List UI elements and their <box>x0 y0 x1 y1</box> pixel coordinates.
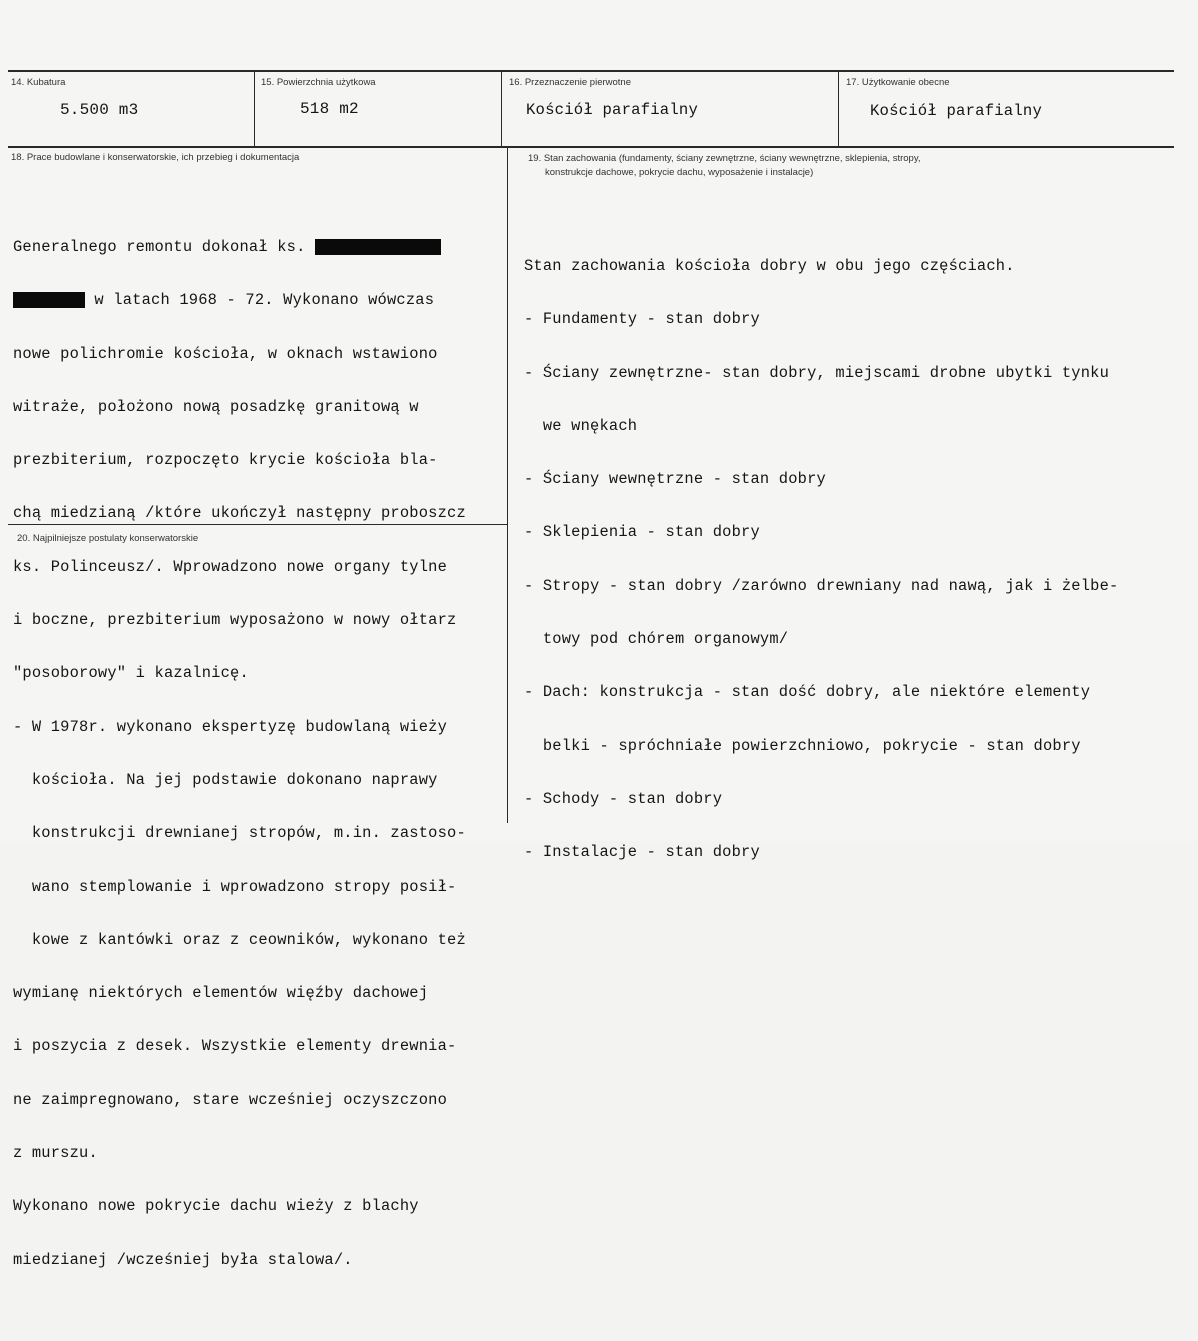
field-18-line: prezbiterium, rozpoczęto krycie kościoła bla- <box>13 451 438 470</box>
field-19-line: we wnękach <box>524 416 638 435</box>
field-19-text <box>524 186 1118 934</box>
field-19-line: - Sklepienia - stan dobry <box>524 523 760 542</box>
field-18-line: kowe z kantówki oraz z ceowników, wykonano też <box>13 930 466 949</box>
divider-16-17 <box>838 72 839 146</box>
field-20-label: 20. Najpilniejsze postulaty konserwatorskie <box>17 533 199 544</box>
field-15-label: 15. Powierzchnia użytkowa <box>261 77 376 88</box>
field-19-line: - Instalacje - stan dobry <box>524 843 760 862</box>
divider-14-15 <box>254 72 255 146</box>
field-18-line: miedzianej /wcześniej była stalowa/. <box>13 1250 353 1269</box>
field-18-line: wano stemplowanie i wprowadzono stropy posił- <box>13 877 457 896</box>
field-18-line-1-text: Generalnego remontu dokonał ks. <box>13 238 315 257</box>
field-18-line: konstrukcji drewnianej stropów, m.in. zastoso- <box>13 824 466 843</box>
field-19-label-line-2: konstrukcje dachowe, pokrycie dachu, wyposażenie i instalacje) <box>545 167 814 178</box>
top-rule <box>8 70 1174 72</box>
field-17-label: 17. Użytkowanie obecne <box>846 77 950 88</box>
field-18-line: i boczne, prezbiterium wyposażono w nowy ołtarz <box>13 611 457 630</box>
field-19-line: - Ściany wewnętrzne - stan dobry <box>524 470 826 489</box>
field-15-value: 518 m2 <box>300 100 359 118</box>
field-14-label: 14. Kubatura <box>11 77 66 88</box>
field-18-line: ne zaimpregnowano, stare wcześniej oczyszczono <box>13 1090 448 1109</box>
field-18-line: - W 1978r. wykonano ekspertyzę budowlaną wieży <box>13 717 448 736</box>
divider-18-19 <box>507 148 508 823</box>
field-18-line: wymianę niektórych elementów więźby dachowej <box>13 984 429 1003</box>
field-18-line: witraże, położono nową posadzkę granitową w <box>13 397 419 416</box>
field-18-line-2 <box>13 292 466 309</box>
redaction-bar <box>13 292 85 308</box>
field-18-line: chą miedzianą /które ukończył następny proboszcz <box>13 504 466 523</box>
field-19-line: - Ściany zewnętrzne- stan dobry, miejscami drobne ubytki tynku <box>524 363 1110 382</box>
field-14-value: 5.500 m3 <box>60 101 139 119</box>
field-19-line: - Schody - stan dobry <box>524 789 723 808</box>
field-18-line: i poszycia z desek. Wszystkie elementy drewnia- <box>13 1037 457 1056</box>
field-18-line-2-text: w latach 1968 - 72. Wykonano wówczas <box>85 291 435 310</box>
field-18-line-1 <box>13 239 466 256</box>
field-19-label-line-1: 19. Stan zachowania (fundamenty, ściany zewnętrzne, ściany wewnętrzne, sklepienia, stropy, <box>528 153 921 164</box>
field-18-line: Wykonano nowe pokrycie dachu wieży z blachy <box>13 1197 419 1216</box>
field-17-value: Kościół parafialny <box>870 102 1043 120</box>
field-19-line: belki - spróchniałe powierzchniowo, pokrycie - stan dobry <box>524 736 1081 755</box>
field-18-line: nowe polichromie kościoła, w oknach wstawiono <box>13 344 438 363</box>
field-18-line: z murszu. <box>13 1144 98 1163</box>
field-19-line: - Dach: konstrukcja - stan dość dobry, ale niektóre elementy <box>524 683 1091 702</box>
field-18-line: kościoła. Na jej podstawie dokonano naprawy <box>13 770 438 789</box>
field-18-line: ks. Polinceusz/. Wprowadzono nowe organy tylne <box>13 557 448 576</box>
redaction-bar <box>315 239 441 255</box>
field-16-value: Kościół parafialny <box>526 101 699 119</box>
field-18-label: 18. Prace budowlane i konserwatorskie, ich przebieg i dokumentacja <box>11 152 300 163</box>
field-16-label: 16. Przeznaczenie pierwotne <box>509 77 631 88</box>
field-19-line: - Stropy - stan dobry /zarówno drewniany nad nawą, jak i żelbe- <box>524 576 1119 595</box>
field-18-line: "posoborowy" i kazalnicę. <box>13 664 249 683</box>
field-19-line: towy pod chórem organowym/ <box>524 630 789 649</box>
field-19-line: - Fundamenty - stan dobry <box>524 310 760 329</box>
field-19-line: Stan zachowania kościoła dobry w obu jego częściach. <box>524 257 1015 275</box>
row-divider <box>8 146 1174 148</box>
field-18-text <box>13 167 466 1341</box>
divider-15-16 <box>501 72 502 146</box>
